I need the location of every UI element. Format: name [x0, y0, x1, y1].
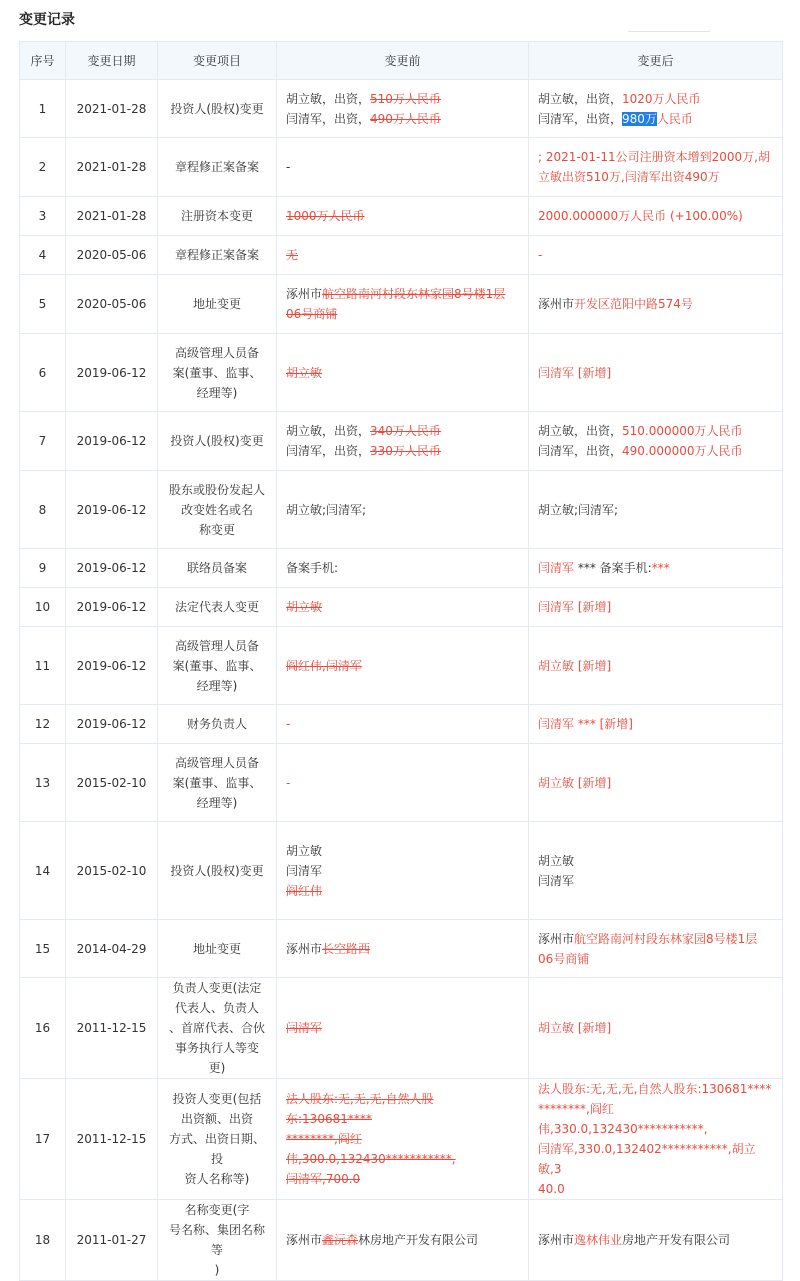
before-line	[286, 500, 519, 520]
change-date: 2011-01-27	[66, 1200, 158, 1281]
row-number: 17	[20, 1079, 66, 1200]
change-item-line: 资人名称等)	[184, 1172, 250, 1186]
before-text: 法人股东:无,无,无,自然人股东:130681****	[286, 1092, 434, 1126]
before-line	[286, 1230, 519, 1250]
after-text: 法人股东:无,无,无,自然人股东:130681****	[538, 1082, 772, 1096]
after-text: 2000.000000万人民币 (+100.00%)	[538, 209, 743, 223]
page-title: 变更记录	[19, 12, 75, 28]
change-date: 2011-12-15	[66, 978, 158, 1079]
change-item	[158, 744, 277, 822]
value-before	[277, 236, 529, 275]
after-line	[538, 1099, 773, 1139]
after-text: 40.0	[538, 1182, 565, 1196]
before-text: 涿州市	[286, 287, 323, 301]
before-text: 1000万人民币	[286, 209, 365, 223]
change-item	[158, 334, 277, 412]
header-date: 变更日期	[66, 42, 158, 80]
before-text: 林房地产开发有限公司	[358, 1233, 479, 1247]
after-line	[538, 851, 773, 871]
change-date: 2011-12-15	[66, 1079, 158, 1200]
value-after	[529, 822, 783, 920]
change-item: 地址变更	[158, 920, 277, 978]
value-before	[277, 627, 529, 705]
change-item	[158, 1200, 277, 1281]
before-text: ********,阎红伟,300.0,132430***********,	[286, 1132, 456, 1166]
after-text: 胡立敏	[538, 853, 575, 868]
value-after	[529, 471, 783, 549]
value-after	[529, 80, 783, 138]
after-line	[538, 1230, 773, 1250]
row-number: 4	[20, 236, 66, 275]
before-line	[286, 597, 519, 617]
value-after	[529, 412, 783, 471]
after-text: 闫清军,330.0,132402***********,胡立敏,3	[538, 1142, 756, 1176]
value-after	[529, 1200, 783, 1281]
before-text: 胡立敏	[286, 843, 323, 858]
change-item-line: 出资额、出资	[180, 1112, 253, 1126]
value-before	[277, 80, 529, 138]
value-after	[529, 197, 783, 236]
before-text: 航空路南河村段东林家园8号楼1层	[322, 287, 506, 301]
row-number: 11	[20, 627, 66, 705]
before-line	[286, 304, 519, 324]
row-number: 3	[20, 197, 66, 236]
change-item	[158, 1079, 277, 1200]
value-after	[529, 744, 783, 822]
before-text: 胡立敏，出资，	[286, 424, 371, 438]
row-number: 9	[20, 549, 66, 588]
value-before	[277, 138, 529, 197]
table-row	[20, 1200, 783, 1281]
value-before	[277, 1200, 529, 1281]
after-line	[538, 245, 773, 265]
after-line	[538, 500, 773, 520]
after-line	[538, 656, 773, 676]
value-after	[529, 920, 783, 978]
row-number: 2	[20, 138, 66, 197]
after-text: 闫清军，出资，	[538, 111, 623, 126]
after-text: 闫清军 *** [新增]	[538, 717, 633, 731]
before-text: 胡立敏	[286, 365, 323, 380]
after-line	[538, 929, 773, 949]
value-before	[277, 412, 529, 471]
before-text: 510万人民币	[370, 91, 441, 106]
before-line	[286, 363, 519, 383]
table-row	[20, 334, 783, 412]
value-before	[277, 744, 529, 822]
change-records-table	[19, 41, 783, 1281]
value-before	[277, 549, 529, 588]
after-line	[538, 363, 773, 383]
after-line	[538, 89, 773, 109]
before-line	[286, 773, 519, 793]
change-item-line: 称变更	[198, 522, 235, 537]
after-text: 涿州市	[538, 1233, 575, 1247]
after-line	[538, 421, 773, 441]
after-text: ***	[651, 561, 670, 575]
change-date: 2019-06-12	[66, 412, 158, 471]
change-date: 2021-01-28	[66, 197, 158, 236]
before-line	[286, 89, 519, 109]
before-text: 胡立敏，出资，	[286, 91, 371, 106]
table-row	[20, 1079, 783, 1200]
value-after	[529, 1079, 783, 1200]
after-text: 胡立敏，出资，	[538, 424, 623, 438]
change-date: 2020-05-06	[66, 236, 158, 275]
after-text: 闫清军 [新增]	[538, 600, 612, 614]
change-date: 2021-01-28	[66, 138, 158, 197]
row-number: 12	[20, 705, 66, 744]
change-item: 地址变更	[158, 275, 277, 334]
before-line	[286, 284, 519, 304]
header-item: 变更项目	[158, 42, 277, 80]
after-text: 胡立敏;闫清军;	[538, 502, 619, 517]
after-line	[538, 167, 773, 187]
before-text: 490万人民币	[370, 111, 441, 126]
before-line	[286, 157, 519, 177]
after-text: ; 2021-01-11公司注册资本增到2000万,胡	[538, 150, 770, 164]
value-before	[277, 1079, 529, 1200]
before-line	[286, 714, 519, 734]
after-text: 胡立敏 [新增]	[538, 775, 612, 790]
row-number: 16	[20, 978, 66, 1079]
change-date: 2019-06-12	[66, 588, 158, 627]
after-line	[538, 206, 773, 226]
change-date: 2019-06-12	[66, 334, 158, 412]
change-item	[158, 978, 277, 1079]
change-item: 投资人(股权)变更	[158, 412, 277, 471]
value-before	[277, 588, 529, 627]
change-date: 2019-06-12	[66, 549, 158, 588]
header-no: 序号	[20, 42, 66, 80]
value-after	[529, 275, 783, 334]
after-line	[538, 1018, 773, 1038]
change-item: 联络员备案	[158, 549, 277, 588]
value-after	[529, 549, 783, 588]
before-text: -	[286, 775, 291, 790]
before-text: 涿州市	[286, 1233, 323, 1247]
table-row	[20, 80, 783, 138]
after-line	[538, 773, 773, 793]
table-row	[20, 236, 783, 275]
divider	[628, 31, 710, 32]
before-line	[286, 939, 519, 959]
after-text: 胡立敏 [新增]	[538, 658, 612, 673]
value-before	[277, 822, 529, 920]
table-row	[20, 627, 783, 705]
after-line	[538, 441, 773, 461]
after-text: 涿州市	[538, 297, 575, 311]
change-date: 2020-05-06	[66, 275, 158, 334]
value-before	[277, 705, 529, 744]
before-text: 无	[286, 248, 299, 262]
change-date: 2015-02-10	[66, 822, 158, 920]
change-item: 财务负责人	[158, 705, 277, 744]
value-after	[529, 138, 783, 197]
after-line	[538, 1079, 773, 1099]
after-line	[538, 558, 773, 578]
before-text: 闫清军	[286, 1021, 323, 1035]
before-text: 闫清军，出资，	[286, 111, 371, 126]
after-text: 闫清军，出资，	[538, 444, 623, 458]
change-item: 投资人(股权)变更	[158, 80, 277, 138]
change-item-line: 号名称、集团名称等	[168, 1223, 265, 1257]
row-number: 1	[20, 80, 66, 138]
after-text: 闫清军	[538, 561, 578, 575]
before-text: 06号商铺	[286, 307, 338, 321]
change-item: 章程修正案备案	[158, 236, 277, 275]
table-row	[20, 920, 783, 978]
after-text: 航空路南河村段东林家园8号楼1层	[574, 931, 758, 946]
table-row	[20, 978, 783, 1079]
after-text: 闫清军	[538, 873, 575, 888]
before-text: 闫清军	[286, 863, 323, 878]
after-text: 1020万人民币	[622, 91, 701, 106]
table-row	[20, 549, 783, 588]
row-number: 14	[20, 822, 66, 920]
after-text: *** 备案手机:	[577, 561, 652, 575]
table-body	[20, 80, 783, 1281]
row-number: 5	[20, 275, 66, 334]
before-line	[286, 206, 519, 226]
change-item-line: 方式、出资日期、投	[168, 1132, 265, 1166]
change-item	[158, 471, 277, 549]
row-number: 7	[20, 412, 66, 471]
table-row	[20, 705, 783, 744]
before-text: 备案手机:	[286, 561, 339, 575]
change-item-line: 负责人变更(法定	[172, 981, 262, 995]
before-text: 330万人民币	[370, 444, 441, 458]
before-text: 鑫沅森	[322, 1233, 359, 1247]
before-line	[286, 1169, 519, 1189]
before-text: 闫清军,700.0	[286, 1172, 361, 1186]
change-item-line: 投资人变更(包括	[172, 1092, 262, 1106]
change-item-line: 案(董事、监事、	[172, 658, 262, 673]
after-text: 涿州市	[538, 931, 575, 946]
value-before	[277, 471, 529, 549]
before-text: 阎红伟,闫清军	[286, 658, 362, 673]
change-item: 法定代表人变更	[158, 588, 277, 627]
change-item-line: 改变姓名或名	[180, 502, 253, 517]
change-item-line: 高级管理人员备	[174, 638, 259, 653]
value-before	[277, 275, 529, 334]
change-item: 章程修正案备案	[158, 138, 277, 197]
change-item-line: 、首席代表、合伙	[168, 1021, 265, 1035]
before-text: 阎红伟	[286, 883, 323, 898]
after-line	[538, 147, 773, 167]
change-item-line: 案(董事、监事、	[172, 775, 262, 790]
before-text: -	[286, 717, 291, 731]
value-after	[529, 236, 783, 275]
after-text: 逸林伟业	[574, 1233, 623, 1247]
value-after	[529, 334, 783, 412]
change-item: 注册资本变更	[158, 197, 277, 236]
change-date: 2019-06-12	[66, 705, 158, 744]
before-line	[286, 861, 519, 881]
change-item-line: 更)	[208, 1061, 226, 1075]
after-line	[538, 109, 773, 129]
before-line	[286, 421, 519, 441]
before-line	[286, 881, 519, 901]
after-text: 510.000000万人民币	[622, 424, 743, 438]
value-before	[277, 334, 529, 412]
row-number: 6	[20, 334, 66, 412]
table-row	[20, 471, 783, 549]
before-text: -	[286, 160, 291, 174]
before-line	[286, 656, 519, 676]
before-text: 涿州市	[286, 941, 323, 956]
change-date: 2019-06-12	[66, 627, 158, 705]
before-line	[286, 245, 519, 265]
after-text: 980万	[622, 111, 657, 126]
value-after	[529, 705, 783, 744]
change-item-line: 代表人、负责人	[174, 1001, 259, 1015]
after-line	[538, 294, 773, 314]
header-after: 变更后	[529, 42, 783, 80]
value-after	[529, 627, 783, 705]
after-text: 胡立敏 [新增]	[538, 1021, 612, 1035]
change-item-line: 事务执行人等变	[174, 1041, 259, 1055]
table-header-row	[20, 42, 783, 80]
before-text: 340万人民币	[370, 424, 441, 438]
row-number: 8	[20, 471, 66, 549]
after-text: 胡立敏，出资，	[538, 91, 623, 106]
change-date: 2014-04-29	[66, 920, 158, 978]
before-line	[286, 1129, 519, 1169]
value-before	[277, 920, 529, 978]
after-text: -	[538, 248, 543, 262]
change-item-line: 经理等)	[196, 795, 238, 810]
after-text: 开发区范阳中路574号	[574, 297, 693, 311]
before-text: 闫清军，出资，	[286, 444, 371, 458]
row-number: 15	[20, 920, 66, 978]
row-number: 10	[20, 588, 66, 627]
table-row	[20, 275, 783, 334]
before-line	[286, 109, 519, 129]
after-text: ********,阎红伟,330.0,132430***********,	[538, 1102, 708, 1136]
change-item-line: 名称变更(字	[184, 1203, 250, 1217]
value-after	[529, 978, 783, 1079]
change-item-line: 案(董事、监事、	[172, 365, 262, 380]
change-item-line: 高级管理人员备	[174, 755, 259, 770]
change-item-line: 经理等)	[196, 678, 238, 693]
before-line	[286, 841, 519, 861]
before-line	[286, 1018, 519, 1038]
row-number: 18	[20, 1200, 66, 1281]
after-line	[538, 949, 773, 969]
before-line	[286, 441, 519, 461]
after-text: 490.000000万人民币	[622, 444, 743, 458]
before-text: 长空路西	[322, 941, 371, 956]
change-item-line: 高级管理人员备	[174, 345, 259, 360]
after-text: 06号商铺	[538, 951, 590, 966]
table-row	[20, 197, 783, 236]
change-date: 2021-01-28	[66, 80, 158, 138]
after-text: 闫清军 [新增]	[538, 365, 612, 380]
change-item	[158, 627, 277, 705]
table-row	[20, 588, 783, 627]
after-text: 人民币	[656, 111, 693, 126]
value-before	[277, 197, 529, 236]
table-row	[20, 412, 783, 471]
after-line	[538, 714, 773, 734]
header-before: 变更前	[277, 42, 529, 80]
change-date: 2015-02-10	[66, 744, 158, 822]
after-line	[538, 597, 773, 617]
after-text: 房地产开发有限公司	[622, 1233, 731, 1247]
row-number: 13	[20, 744, 66, 822]
table-row	[20, 822, 783, 920]
after-text: 立敏出资510万,闫清军出资490万	[538, 170, 720, 184]
table-row	[20, 138, 783, 197]
change-item-line: 经理等)	[196, 385, 238, 400]
before-text: 胡立敏;闫清军;	[286, 502, 367, 517]
table-row	[20, 744, 783, 822]
value-after	[529, 588, 783, 627]
change-item: 投资人(股权)变更	[158, 822, 277, 920]
change-item-line: 股东或股份发起人	[168, 482, 265, 497]
change-date: 2019-06-12	[66, 471, 158, 549]
after-line	[538, 1179, 773, 1199]
before-line	[286, 558, 519, 578]
after-line	[538, 871, 773, 891]
change-item-line: )	[214, 1263, 220, 1277]
before-line	[286, 1089, 519, 1129]
before-text: 胡立敏	[286, 600, 323, 614]
value-before	[277, 978, 529, 1079]
after-line	[538, 1139, 773, 1179]
